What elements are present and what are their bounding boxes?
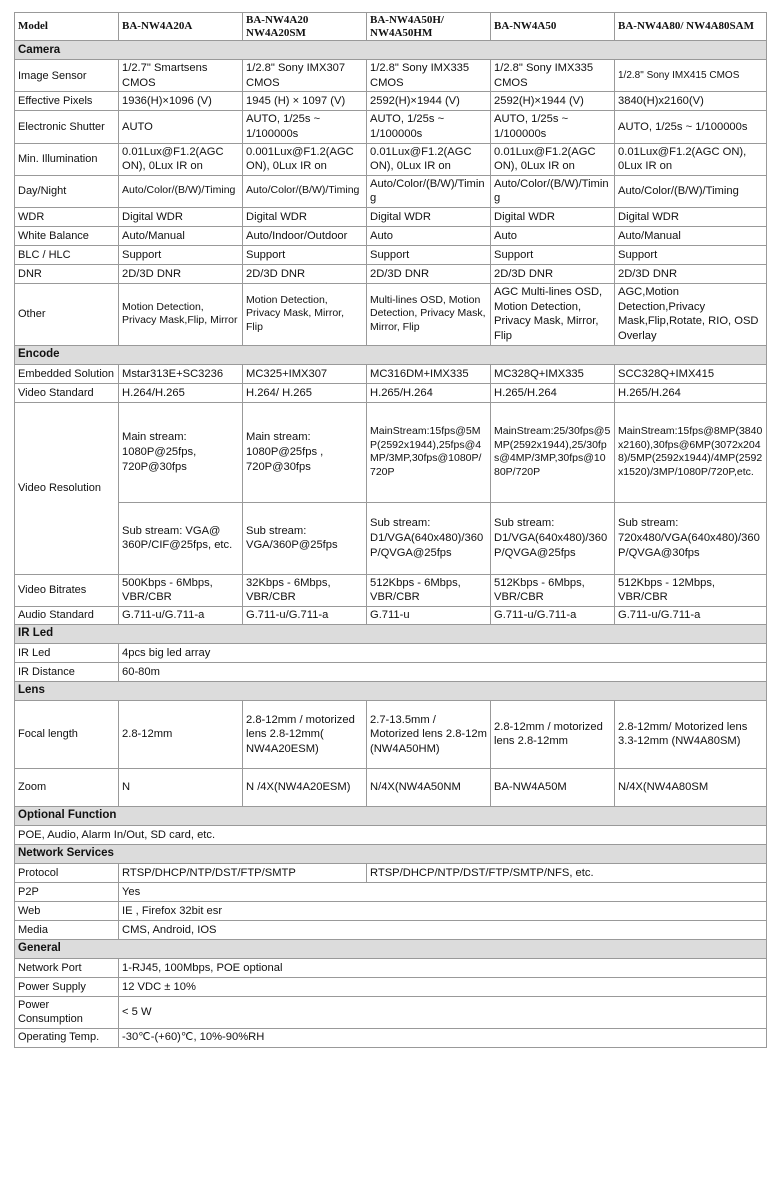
cell: AGC,Motion Detection,Privacy Mask,Flip,Rotate, RIO, OSD Overlay xyxy=(615,283,767,345)
cell: 3840(H)x2160(V) xyxy=(615,92,767,111)
cell: 2D/3D DNR xyxy=(367,264,491,283)
row-power-consumption xyxy=(15,996,767,1028)
row-label: Electronic Shutter xyxy=(15,111,119,143)
cell: AUTO, 1/25s ~ 1/100000s xyxy=(243,111,367,143)
cell: H.264/ H.265 xyxy=(243,383,367,402)
cell: 512Kbps - 6Mbps, VBR/CBR xyxy=(367,574,491,606)
row-network-port xyxy=(15,958,767,977)
row-blc-hlc xyxy=(15,245,767,264)
cell: Mstar313E+SC3236 xyxy=(119,364,243,383)
row-zoom xyxy=(15,768,767,806)
cell: Main stream: 1080P@25fps, 720P@30fps xyxy=(119,402,243,502)
cell: 4pcs big led array xyxy=(119,643,767,662)
cell: IE , Firefox 32bit esr xyxy=(119,901,767,920)
row-label: White Balance xyxy=(15,226,119,245)
cell: 2.8-12mm/ Motorized lens 3.3-12mm (NW4A80SM) xyxy=(615,700,767,768)
cell: Digital WDR xyxy=(491,207,615,226)
cell: 2.8-12mm xyxy=(119,700,243,768)
cell: 2592(H)×1944 (V) xyxy=(491,92,615,111)
row-label: Audio Standard xyxy=(15,606,119,624)
cell: 2.8-12mm / motorized lens 2.8-12mm xyxy=(491,700,615,768)
cell: Support xyxy=(243,245,367,264)
cell: Digital WDR xyxy=(367,207,491,226)
cell: H.264/H.265 xyxy=(119,383,243,402)
cell: 60-80m xyxy=(119,662,767,681)
cell: 1/2.8" Sony IMX335 CMOS xyxy=(367,60,491,92)
cell: N /4X(NW4A20ESM) xyxy=(243,768,367,806)
row-label: WDR xyxy=(15,207,119,226)
cell: Motion Detection, Privacy Mask,Flip, Mirror xyxy=(119,283,243,345)
cell: H.265/H.264 xyxy=(367,383,491,402)
cell: 32Kbps - 6Mbps, VBR/CBR xyxy=(243,574,367,606)
section-ir-led: IR Led xyxy=(15,624,767,643)
cell: Support xyxy=(491,245,615,264)
model-4: BA-NW4A50 xyxy=(491,13,615,41)
row-label: Zoom xyxy=(15,768,119,806)
row-other xyxy=(15,283,767,345)
section-general: General xyxy=(15,939,767,958)
cell: POE, Audio, Alarm In/Out, SD card, etc. xyxy=(15,825,767,844)
section-lens: Lens xyxy=(15,681,767,700)
cell: 1/2.8" Sony IMX415 CMOS xyxy=(615,60,767,92)
cell: < 5 W xyxy=(119,996,767,1028)
cell: H.265/H.264 xyxy=(491,383,615,402)
row-video-resolution-sub xyxy=(15,502,767,574)
cell: 1/2.8" Sony IMX335 CMOS xyxy=(491,60,615,92)
cell: 2592(H)×1944 (V) xyxy=(367,92,491,111)
row-dnr xyxy=(15,264,767,283)
row-video-resolution-main xyxy=(15,402,767,502)
cell: MC325+IMX307 xyxy=(243,364,367,383)
cell: Sub stream: VGA/360P@25fps xyxy=(243,502,367,574)
row-video-bitrates xyxy=(15,574,767,606)
cell: 0.01Lux@F1.2(AGC ON), 0Lux IR on xyxy=(119,143,243,175)
cell: N/4X(NW4A50NM xyxy=(367,768,491,806)
cell: Auto/Color/(B/W)/Timing xyxy=(367,175,491,207)
row-label: Media xyxy=(15,920,119,939)
model-3: BA-NW4A50H/ NW4A50HM xyxy=(367,13,491,41)
row-illumination xyxy=(15,143,767,175)
cell: 2D/3D DNR xyxy=(615,264,767,283)
row-label: Other xyxy=(15,283,119,345)
row-label: Video Bitrates xyxy=(15,574,119,606)
cell: 1936(H)×1096 (V) xyxy=(119,92,243,111)
cell: Digital WDR xyxy=(119,207,243,226)
row-focal-length xyxy=(15,700,767,768)
cell: 1/2.7" Smartsens CMOS xyxy=(119,60,243,92)
header-row xyxy=(15,13,767,41)
cell: G.711-u/G.711-a xyxy=(243,606,367,624)
cell: MC316DM+IMX335 xyxy=(367,364,491,383)
cell: 12 VDC ± 10% xyxy=(119,977,767,996)
cell: AGC Multi-lines OSD, Motion Detection, Privacy Mask, Mirror, Flip xyxy=(491,283,615,345)
cell: Support xyxy=(615,245,767,264)
cell: 512Kbps - 6Mbps, VBR/CBR xyxy=(491,574,615,606)
row-media xyxy=(15,920,767,939)
row-label: Operating Temp. xyxy=(15,1028,119,1047)
cell: Auto/Color/(B/W)/Timing xyxy=(491,175,615,207)
row-label: Image Sensor xyxy=(15,60,119,92)
row-label: Video Standard xyxy=(15,383,119,402)
cell: Multi-lines OSD, Motion Detection, Privacy Mask, Mirror, Flip xyxy=(367,283,491,345)
row-p2p xyxy=(15,882,767,901)
cell: Sub stream: VGA@ 360P/CIF@25fps, etc. xyxy=(119,502,243,574)
cell: MainStream:15fps@5MP(2592x1944),25fps@4MP/3MP,30fps@1080P/720P xyxy=(367,402,491,502)
cell: Digital WDR xyxy=(243,207,367,226)
row-ir-led xyxy=(15,643,767,662)
section-network-services: Network Services xyxy=(15,844,767,863)
model-label: Model xyxy=(15,13,119,41)
cell: RTSP/DHCP/NTP/DST/FTP/SMTP xyxy=(119,863,367,882)
row-web xyxy=(15,901,767,920)
cell: MC328Q+IMX335 xyxy=(491,364,615,383)
cell: Motion Detection, Privacy Mask, Mirror, Flip xyxy=(243,283,367,345)
cell: AUTO, 1/25s ~ 1/100000s xyxy=(615,111,767,143)
cell: Auto/Color/(B/W)/Timing xyxy=(119,175,243,207)
cell: N xyxy=(119,768,243,806)
row-label: DNR xyxy=(15,264,119,283)
cell: G.711-u/G.711-a xyxy=(615,606,767,624)
cell: 512Kbps - 12Mbps, VBR/CBR xyxy=(615,574,767,606)
row-audio-standard xyxy=(15,606,767,624)
cell: Sub stream: 720x480/VGA(640x480)/360P/QVGA@30fps xyxy=(615,502,767,574)
cell: BA-NW4A50M xyxy=(491,768,615,806)
row-optional xyxy=(15,825,767,844)
row-white-balance xyxy=(15,226,767,245)
row-label: Focal length xyxy=(15,700,119,768)
section-encode: Encode xyxy=(15,345,767,364)
row-label: Day/Night xyxy=(15,175,119,207)
row-label: Video Resolution xyxy=(15,402,119,574)
row-label: IR Distance xyxy=(15,662,119,681)
cell: G.711-u/G.711-a xyxy=(491,606,615,624)
row-wdr xyxy=(15,207,767,226)
cell: 0.001Lux@F1.2(AGC ON), 0Lux IR on xyxy=(243,143,367,175)
cell: Main stream: 1080P@25fps , 720P@30fps xyxy=(243,402,367,502)
cell: 2.7-13.5mm / Motorized lens 2.8-12m (NW4A50HM) xyxy=(367,700,491,768)
cell: 2D/3D DNR xyxy=(119,264,243,283)
cell: 500Kbps - 6Mbps, VBR/CBR xyxy=(119,574,243,606)
row-shutter xyxy=(15,111,767,143)
cell: 1/2.8" Sony IMX307 CMOS xyxy=(243,60,367,92)
row-power-supply xyxy=(15,977,767,996)
model-2: BA-NW4A20 NW4A20SM xyxy=(243,13,367,41)
row-ir-distance xyxy=(15,662,767,681)
row-operating-temp xyxy=(15,1028,767,1047)
cell: N/4X(NW4A80SM xyxy=(615,768,767,806)
section-camera: Camera xyxy=(15,41,767,60)
cell: Digital WDR xyxy=(615,207,767,226)
row-protocol xyxy=(15,863,767,882)
row-image-sensor xyxy=(15,60,767,92)
cell: Auto/Color/(B/W)/Timing xyxy=(615,175,767,207)
cell: Auto xyxy=(491,226,615,245)
model-1: BA-NW4A20A xyxy=(119,13,243,41)
cell: -30℃-(+60)℃, 10%-90%RH xyxy=(119,1028,767,1047)
cell: Sub stream: D1/VGA(640x480)/360P/QVGA@25fps xyxy=(491,502,615,574)
cell: 0.01Lux@F1.2(AGC ON), 0Lux IR on xyxy=(615,143,767,175)
cell: AUTO, 1/25s ~ 1/100000s xyxy=(367,111,491,143)
cell: MainStream:25/30fps@5MP(2592x1944),25/30fps@4MP/3MP,30fps@1080P/720P xyxy=(491,402,615,502)
cell: Support xyxy=(367,245,491,264)
cell: CMS, Android, IOS xyxy=(119,920,767,939)
row-label: Network Port xyxy=(15,958,119,977)
cell: 2.8-12mm / motorized lens 2.8-12mm( NW4A20ESM) xyxy=(243,700,367,768)
cell: 2D/3D DNR xyxy=(491,264,615,283)
cell: Auto/Manual xyxy=(615,226,767,245)
cell: AUTO, 1/25s ~ 1/100000s xyxy=(491,111,615,143)
cell: Sub stream: D1/VGA(640x480)/360P/QVGA@25fps xyxy=(367,502,491,574)
cell: SCC328Q+IMX415 xyxy=(615,364,767,383)
cell: G.711-u xyxy=(367,606,491,624)
row-label: Web xyxy=(15,901,119,920)
cell: Yes xyxy=(119,882,767,901)
cell: Auto xyxy=(367,226,491,245)
row-label: Power Supply xyxy=(15,977,119,996)
row-label: Power Consumption xyxy=(15,996,119,1028)
row-label: Min. Illumination xyxy=(15,143,119,175)
row-label: P2P xyxy=(15,882,119,901)
cell: 0.01Lux@F1.2(AGC ON), 0Lux IR on xyxy=(367,143,491,175)
section-optional-function: Optional Function xyxy=(15,806,767,825)
spec-table xyxy=(14,12,767,1048)
cell: 1-RJ45, 100Mbps, POE optional xyxy=(119,958,767,977)
cell: MainStream:15fps@8MP(3840x2160),30fps@6MP(3072x2048)/5MP(2592x1944)/4MP(2592x1520)/3MP/1080P/720P,etc. xyxy=(615,402,767,502)
cell: RTSP/DHCP/NTP/DST/FTP/SMTP/NFS, etc. xyxy=(367,863,767,882)
row-label: Embedded Solution xyxy=(15,364,119,383)
row-label: IR Led xyxy=(15,643,119,662)
cell: Support xyxy=(119,245,243,264)
model-5: BA-NW4A80/ NW4A80SAM xyxy=(615,13,767,41)
row-video-standard xyxy=(15,383,767,402)
row-label: BLC / HLC xyxy=(15,245,119,264)
row-day-night xyxy=(15,175,767,207)
cell: Auto/Color/(B/W)/Timing xyxy=(243,175,367,207)
row-effective-pixels xyxy=(15,92,767,111)
row-label: Effective Pixels xyxy=(15,92,119,111)
row-embedded-solution xyxy=(15,364,767,383)
row-label: Protocol xyxy=(15,863,119,882)
cell: H.265/H.264 xyxy=(615,383,767,402)
cell: Auto/Manual xyxy=(119,226,243,245)
cell: 2D/3D DNR xyxy=(243,264,367,283)
cell: G.711-u/G.711-a xyxy=(119,606,243,624)
cell: Auto/Indoor/Outdoor xyxy=(243,226,367,245)
cell: 1945 (H) × 1097 (V) xyxy=(243,92,367,111)
cell: 0.01Lux@F1.2(AGC ON), 0Lux IR on xyxy=(491,143,615,175)
cell: AUTO xyxy=(119,111,243,143)
